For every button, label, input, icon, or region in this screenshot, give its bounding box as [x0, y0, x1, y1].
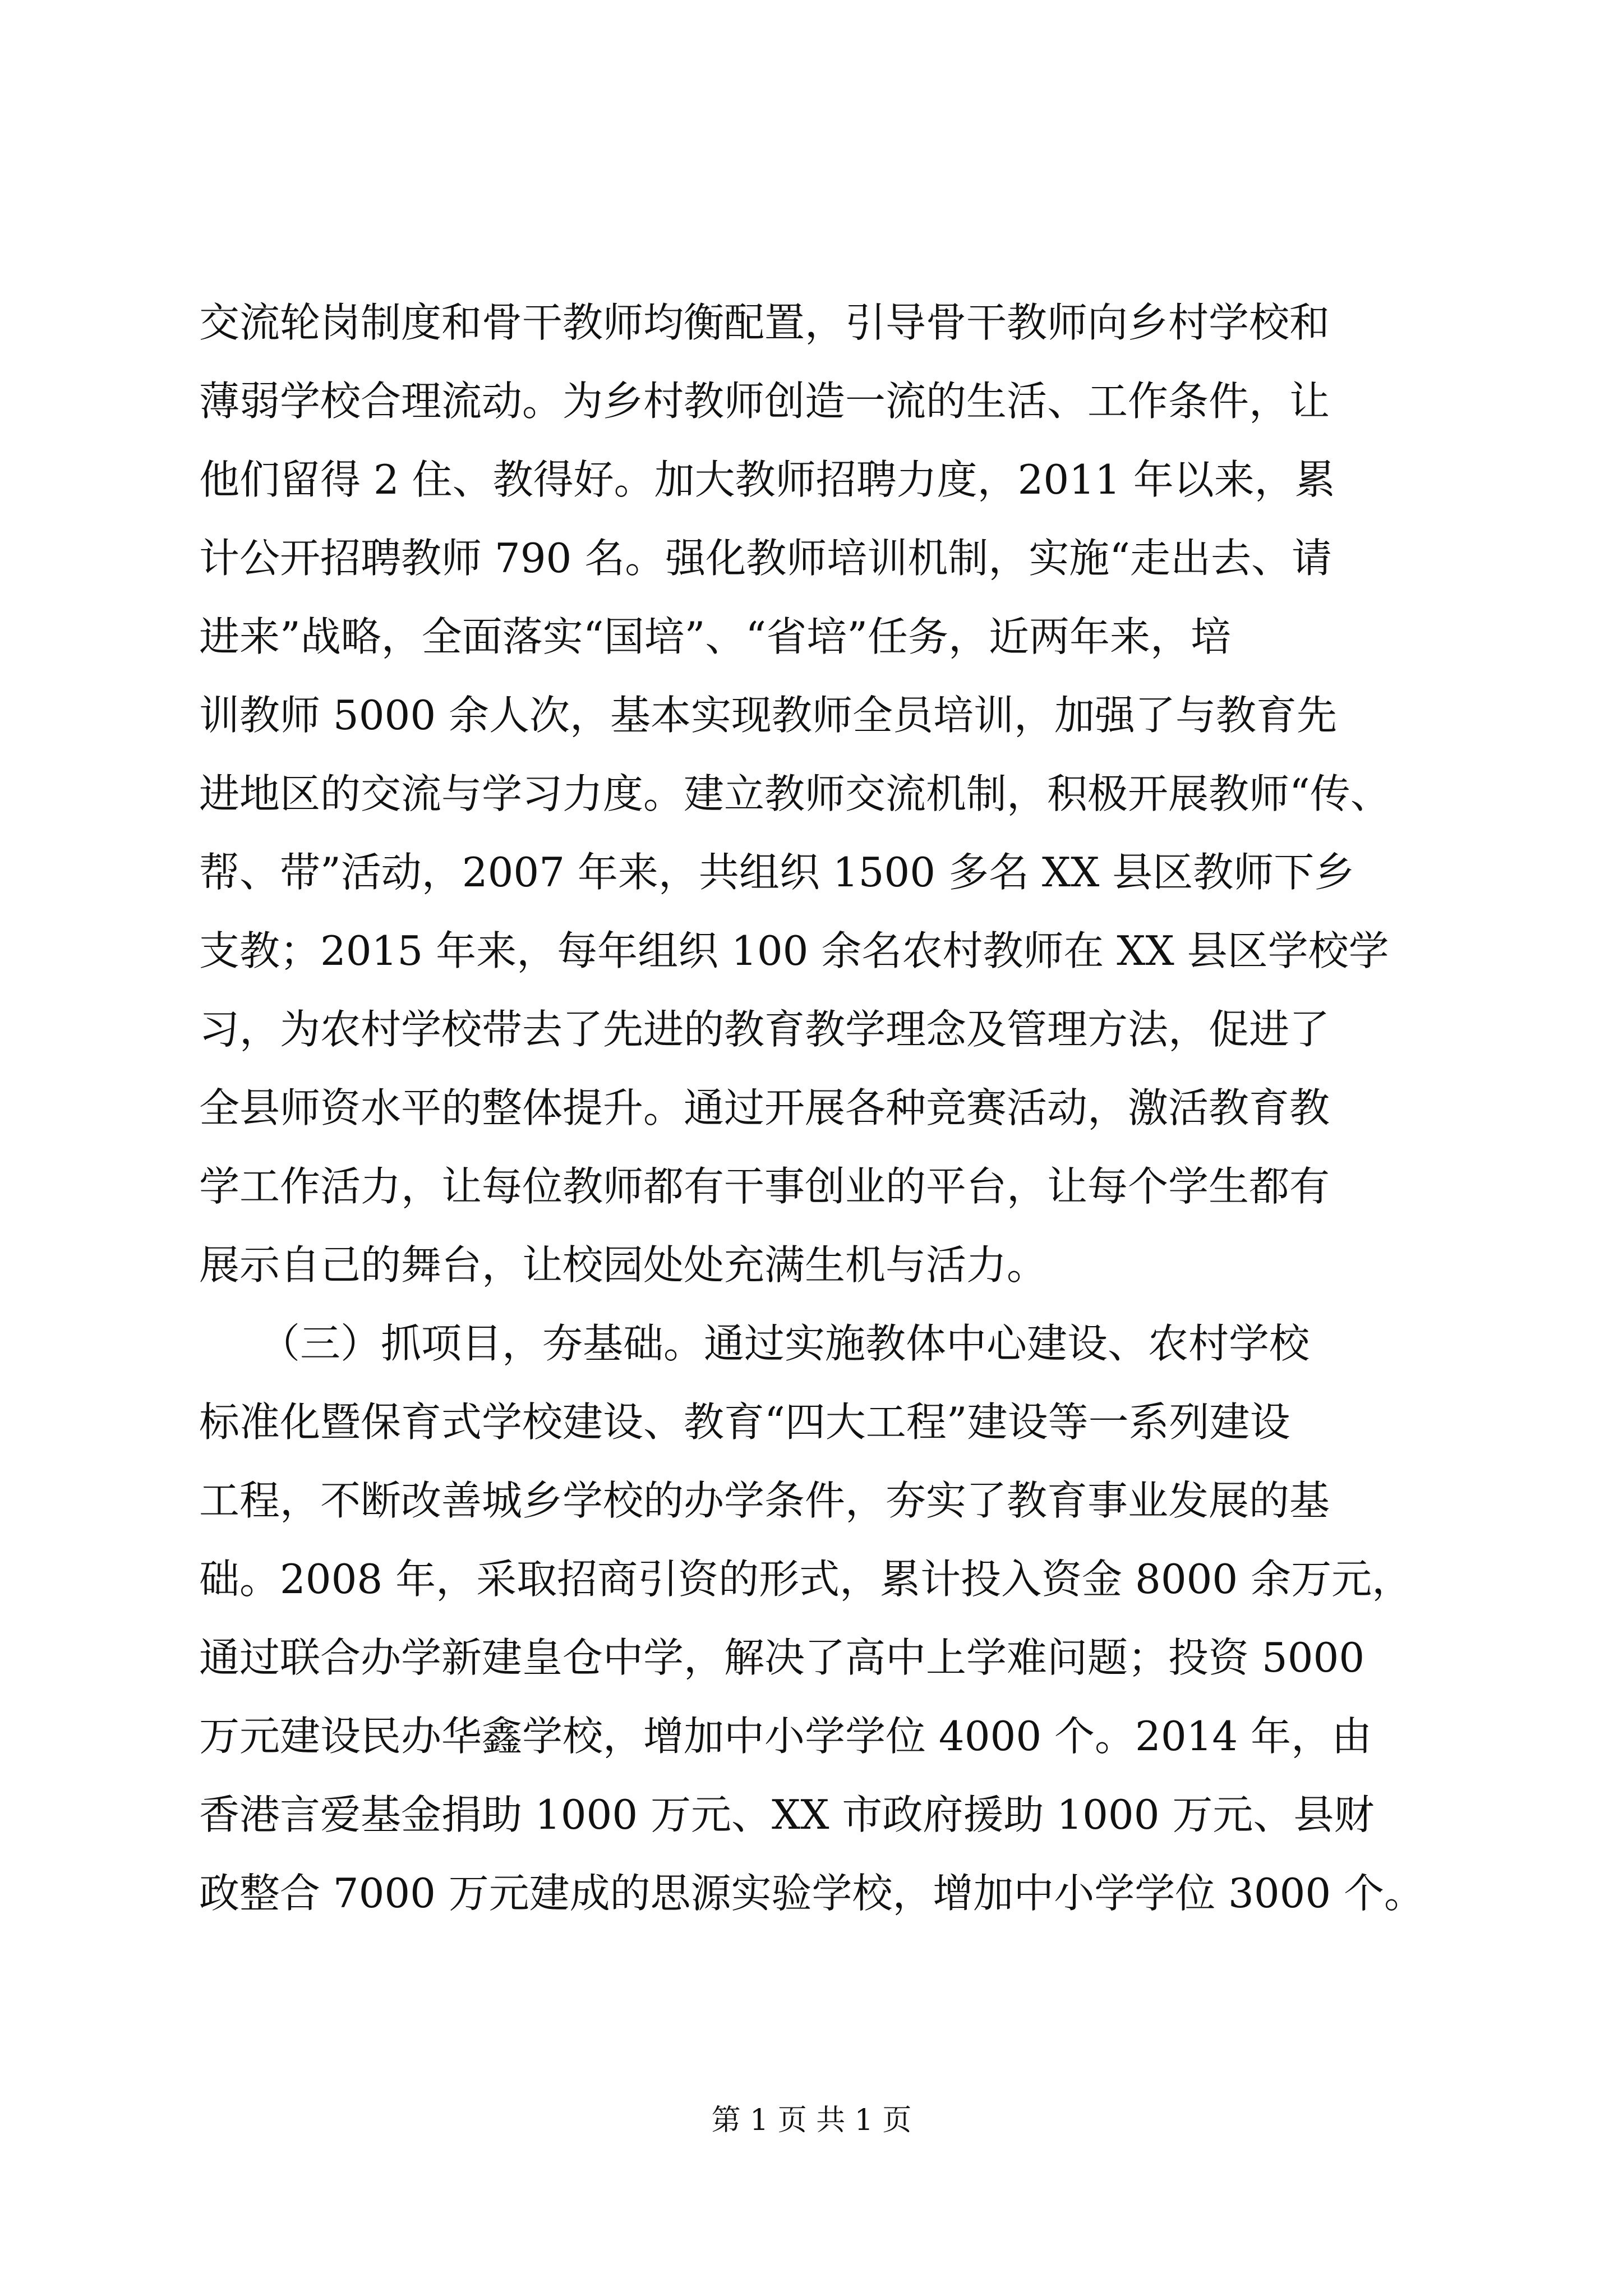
text-line: 香港言爱基金捐助 1000 万元、XX 市政府援助 1000 万元、县财 — [199, 1791, 1375, 1838]
page-footer: 第 1 页 共 1 页 — [711, 2104, 912, 2137]
section-heading-line: （三）抓项目，夯基础。通过实施教体中心建设、农村学校 — [199, 1320, 1310, 1367]
text-line: 础。2008 年，采取招商引资的形式，累计投入资金 8000 余万元， — [199, 1556, 1413, 1603]
text-line: 进地区的交流与学习力度。建立教师交流机制，积极开展教师“传、 — [199, 770, 1391, 817]
text-line: 进来”战略，全面落实“国培”、“省培”任务，近两年来，培 — [199, 613, 1232, 660]
text-line: 薄弱学校合理流动。为乡村教师创造一流的生活、工作条件，让 — [199, 378, 1330, 425]
text-line: 标准化暨保育式学校建设、教育“四大工程”建设等一系列建设 — [199, 1398, 1290, 1446]
text-line: 支教；2015 年来，每年组织 100 余名农村教师在 XX 县区学校学 — [199, 927, 1389, 974]
text-line: 通过联合办学新建皇仓中学，解决了高中上学难问题；投资 5000 — [199, 1634, 1365, 1681]
text-line: 万元建设民办华鑫学校，增加中小学学位 4000 个。2014 年，由 — [199, 1713, 1372, 1760]
text-line: 习，为农村学校带去了先进的教育教学理念及管理方法，促进了 — [199, 1006, 1330, 1053]
text-line: 交流轮岗制度和骨干教师均衡配置，引导骨干教师向乡村学校和 — [199, 299, 1330, 346]
text-line: 帮、带”活动，2007 年来，共组织 1500 多名 XX 县区教师下乡 — [199, 849, 1355, 896]
text-line: 展示自己的舞台，让校园处处充满生机与活力。 — [199, 1241, 1048, 1289]
text-line: 学工作活力，让每位教师都有干事创业的平台，让每个学生都有 — [199, 1163, 1330, 1210]
text-line: 全县师资水平的整体提升。通过开展各种竞赛活动，激活教育教 — [199, 1084, 1330, 1131]
text-line: 工程，不断改善城乡学校的办学条件，夯实了教育事业发展的基 — [199, 1477, 1330, 1524]
text-line: 政整合 7000 万元建成的思源实验学校，增加中小学学位 3000 个。 — [199, 1870, 1425, 1917]
text-line: 他们留得 2 住、教得好。加大教师招聘力度，2011 年以来，累 — [199, 456, 1335, 503]
text-line: 计公开招聘教师 790 名。强化教师培训机制，实施“走出去、请 — [199, 535, 1332, 582]
text-line: 训教师 5000 余人次，基本实现教师全员培训，加强了与教育先 — [199, 692, 1338, 739]
